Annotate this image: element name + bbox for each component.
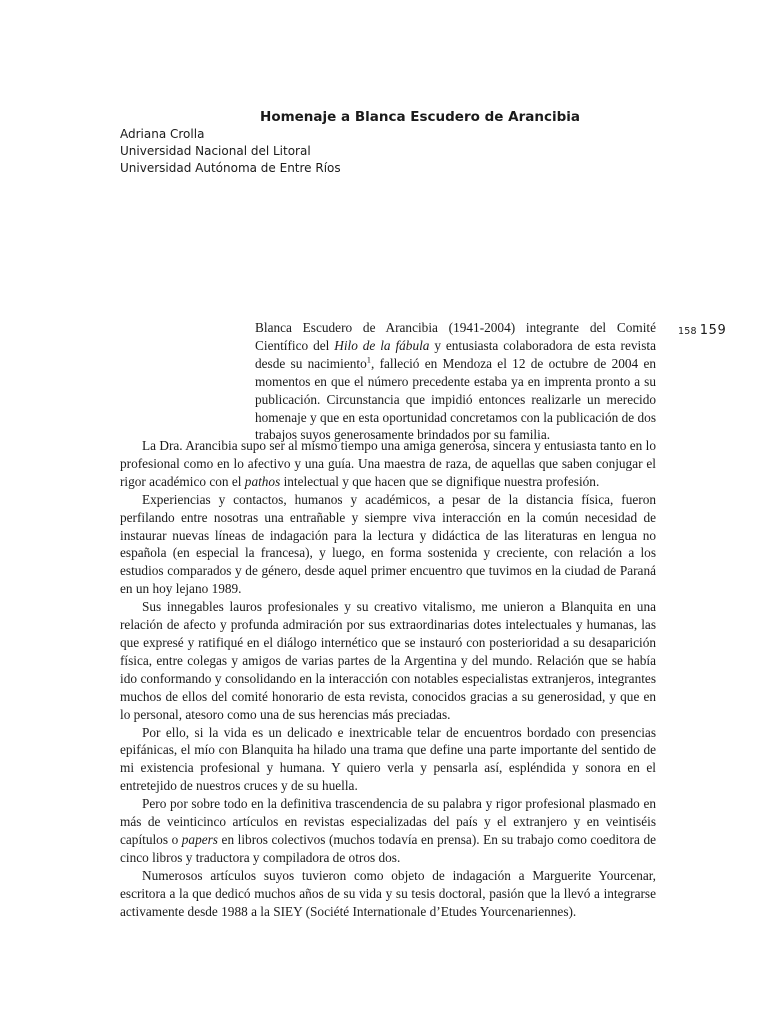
body-text (120, 437, 656, 920)
paragraph-1-italic: pathos (244, 473, 281, 489)
paragraph-4: Por ello, si la vida es un delicado e inextricable telar de encuentros bordado con presencias epifánicas, el mío con Blanquita ha hilado una trama que define una parte importante del sentido de mi existencia profesional y humana. Y quiero verla y pensarla así, espléndida y sonora en el entretejido de nuestros cruces y de su huella. (120, 724, 656, 794)
paragraph-3: Sus innegables lauros profesionales y su creativo vitalismo, me unieron a Blanquita en una relación de afecto y profunda admiración por sus extraordinarias dotes intelectuales y humanas, las que expresé y ratifiqué en el diálogo internético que se instauró con posterioridad a su desaparición física, entre colegas y amigos de varias partes de la Argentina y del mundo. Relación que se había ido conformando y consolidando en la interacción con notables especialistas extranjeros, integrantes muchos de ellos del comité honorario de esta revista, conocidos gracias a su generosidad, y que en lo personal, atesoro como una de sus herencias más preciadas. (120, 599, 656, 722)
paragraph-1 (120, 437, 656, 491)
intro-text-2: y entusiasta colaboradora de esta revista desde su nacimiento (255, 337, 656, 371)
intro-paragraph (255, 319, 656, 444)
journal-title: Hilo de la fábula (334, 337, 430, 353)
page-number-large: 159 (699, 323, 727, 338)
paragraph-5 (120, 795, 656, 867)
author-affiliation-2: Universidad Autónoma de Entre Ríos (120, 161, 341, 175)
paragraph-1-text-b: intelectual y que hacen que se dignifique nuestra profesión. (280, 473, 600, 489)
page-numbers (678, 319, 726, 338)
article-title: Homenaje a Blanca Escudero de Arancibia (260, 109, 580, 125)
footnote-marker[interactable]: 1 (366, 354, 371, 365)
author-affiliation-1: Universidad Nacional del Litoral (120, 144, 311, 158)
intro-text-1: Blanca Escudero de Arancibia (1941-2004) integrante del Comité Científico del (255, 320, 656, 353)
author-block (120, 126, 341, 177)
author-name: Adriana Crolla (120, 127, 205, 141)
paragraph-5-text-a: Pero por sobre todo en la definitiva trascendencia de su palabra y rigor profesional plasmado en más de veinticinco artículos en revistas especializadas del país y el extranjero y en veintiséis capítulos o (120, 796, 656, 847)
page-number-small: 158 (678, 326, 697, 337)
intro-text-3: , falleció en Mendoza el 12 de octubre de 2004 en momentos en que el número precedente estaba ya en imprenta pronto a su publicación. Circunstancia que impidió entonces realizarle un merecido homenaje y que en esta oportunidad concretamos con la publicación de dos trabajos suyos generosamente brindados por su familia. (255, 355, 656, 443)
paragraph-5-italic: papers (181, 831, 218, 847)
paragraph-6: Numerosos artículos suyos tuvieron como objeto de indagación a Marguerite Yourcenar, escritora a la que dedicó muchos años de su vida y su tesis doctoral, pasión que la llevó a integrarse activamente desde 1988 a la SIEY (Société Internationale d’Etudes Yourcenariennes). (120, 867, 656, 919)
paragraph-5-text-b: en libros colectivos (muchos todavía en prensa). En su trabajo como coeditora de cinco libros y traductora y compiladora de otros dos. (120, 831, 656, 865)
paragraph-2: Experiencias y contactos, humanos y académicos, a pesar de la distancia física, fueron perfilando entre nosotras una entrañable y siempre viva interacción en la común necesidad de instaurar nuevas líneas de indagación para la lectura y didáctica de las literaturas en lengua no española (en especial la francesa), y luego, en forma sostenida y creciente, con relación a los estudios comparados y de género, desde aquel primer encuentro que tuvimos en la ciudad de Paraná en un hoy lejano 1989. (120, 491, 656, 597)
paragraph-1-text-a: La Dra. Arancibia supo ser al mismo tiempo una amiga generosa, sincera y entusiasta tanto en lo profesional como en lo afectivo y una guía. Una maestra de raza, de aquellas que saben conjugar el rigor académico con el (120, 438, 656, 489)
